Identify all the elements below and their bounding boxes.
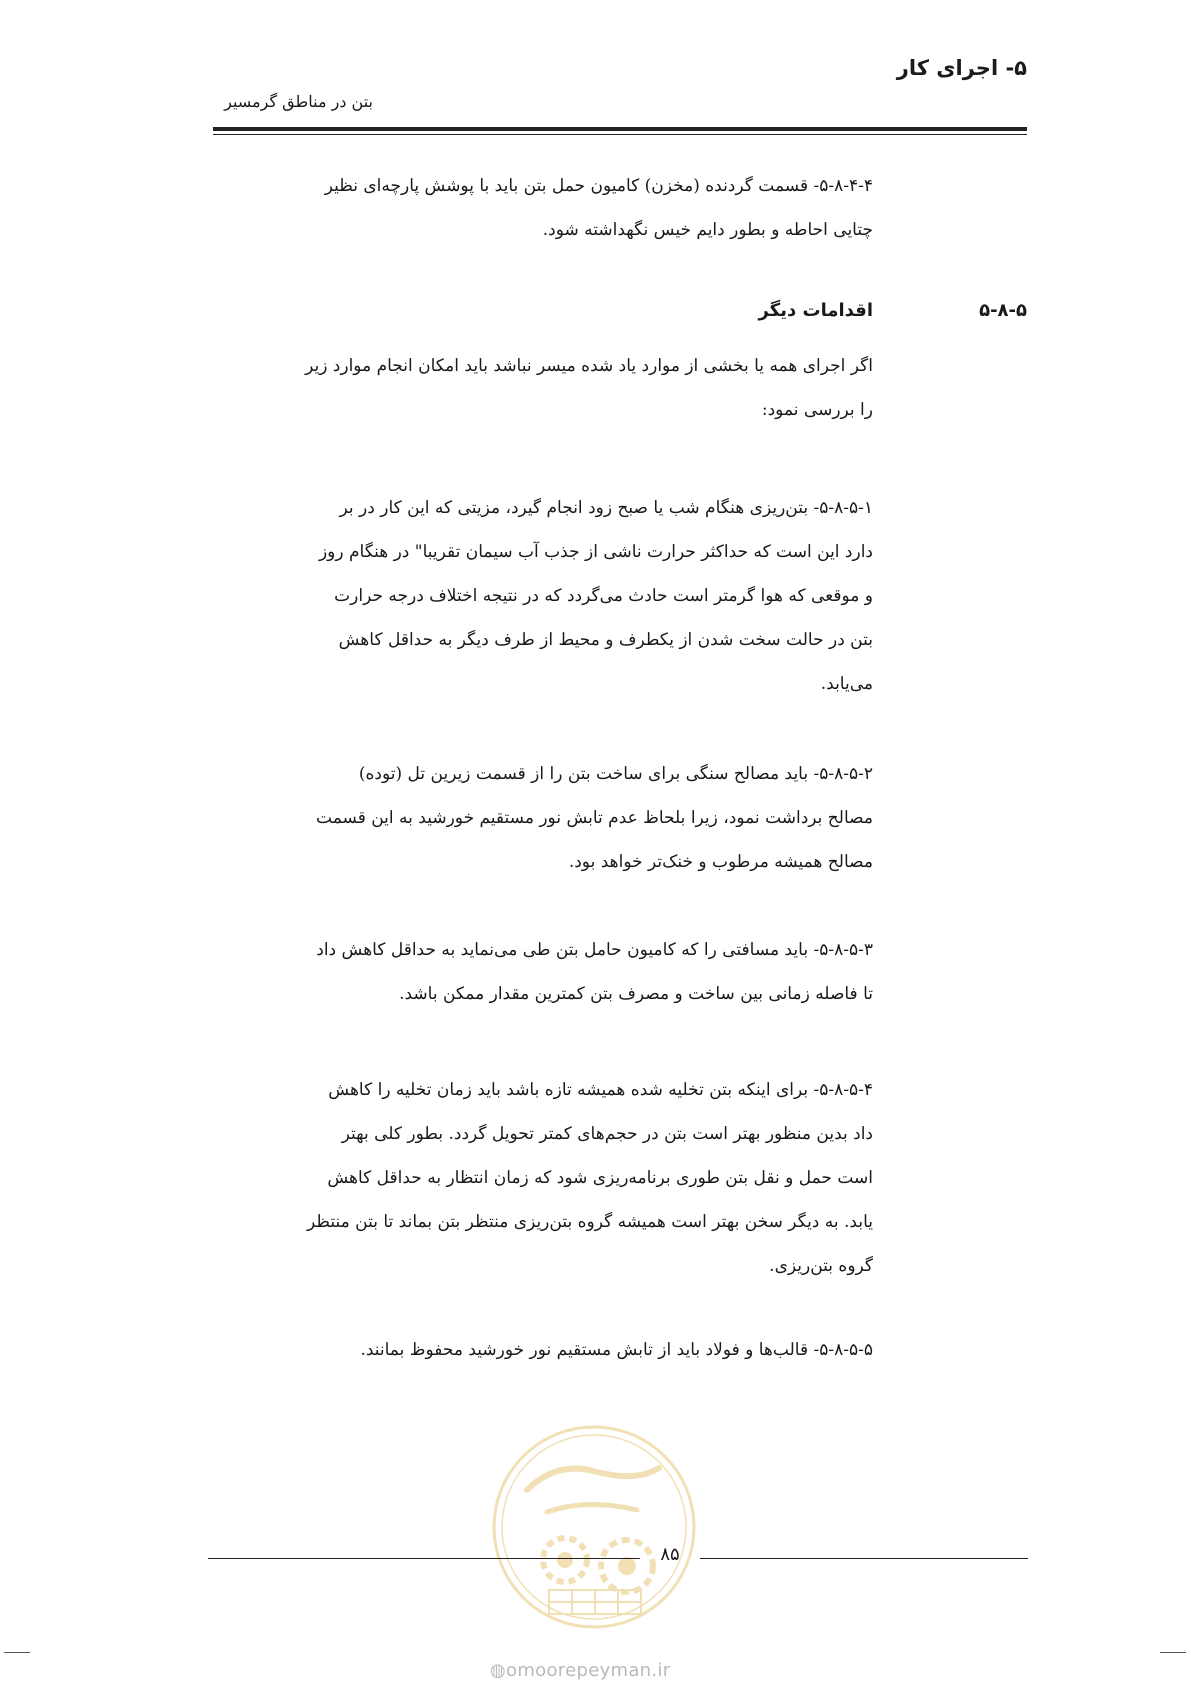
text-line: ۵-۸-۵-۵- قالب‌ها و فولاد باید از تابش مستقیم نور خورشید محفوظ بمانند. — [360, 1340, 873, 1360]
paragraph-5-8-4-4 — [213, 164, 873, 252]
text-line: و موقعی که هوا گرمتر است حادث می‌گردد که در نتیجه اختلاف درجه حرارت — [334, 586, 873, 606]
scan-edge-mark — [4, 1652, 30, 1653]
paragraph-5-8-5-4 — [213, 1068, 873, 1288]
text-line: مصالح برداشت نمود، زیرا بلحاظ عدم تابش نور مستقیم خورشید به این قسمت — [316, 808, 873, 828]
scan-edge-mark — [1160, 1652, 1186, 1653]
text-line: چتایی احاطه و بطور دایم خیس نگهداشته شود. — [542, 220, 873, 240]
watermark-logo-icon — [487, 1420, 702, 1635]
paragraph-intro — [213, 344, 873, 432]
footer-rule — [208, 1558, 640, 1559]
section-title: اقدامات دیگر — [758, 300, 873, 321]
text-line: است حمل و نقل بتن طوری برنامه‌ریزی شود که زمان انتظار به حداقل کاهش — [327, 1168, 873, 1188]
chapter-title: ۵- اجرای کار — [896, 56, 1027, 80]
text-line: ۵-۸-۴-۴- قسمت گردنده (مخزن) کامیون حمل بتن باید با پوشش پارچه‌ای نظیر — [324, 176, 873, 196]
text-line: ۵-۸-۵-۳- باید مسافتی را که کامیون حامل بتن طی می‌نماید به حداقل کاهش داد — [316, 940, 873, 960]
text-line: می‌یابد. — [820, 674, 873, 694]
header-rule — [213, 127, 1027, 131]
section-number: ۵-۸-۵ — [979, 300, 1027, 321]
book-title: بتن در مناطق گرمسیر — [224, 92, 373, 111]
watermark-url-text: omoorepeyman.ir — [506, 1660, 671, 1681]
text-line: را بررسی نمود: — [761, 400, 873, 420]
text-line: دارد این است که حداکثر حرارت ناشی از جذب آب سیمان تقریبا" در هنگام روز — [318, 542, 873, 562]
text-line: مصالح همیشه مرطوب و خنک‌تر خواهد بود. — [568, 852, 873, 872]
page-number: ۸۵ — [660, 1544, 680, 1565]
text-line: ۵-۸-۵-۱- بتن‌ریزی هنگام شب یا صبح زود انجام گیرد، مزیتی که این کار در بر — [339, 498, 873, 518]
paragraph-5-8-5-2 — [213, 752, 873, 884]
text-line: یابد. به دیگر سخن بهتر است همیشه گروه بتن‌ریزی منتظر بتن بماند تا بتن منتظر — [307, 1212, 873, 1232]
paragraph-5-8-5-5 — [213, 1328, 873, 1372]
text-line: بتن در حالت سخت شدن از یکطرف و محیط از طرف دیگر به حداقل کاهش — [338, 630, 873, 650]
watermark-url — [490, 1660, 670, 1681]
text-line: داد بدین منظور بهتر است بتن در حجم‌های کمتر تحویل گردد. بطور کلی بهتر — [341, 1124, 873, 1144]
header-rule-thin — [213, 134, 1027, 135]
text-line: ۵-۸-۵-۲- باید مصالح سنگی برای ساخت بتن را از قسمت زیرین تل (توده) — [358, 764, 873, 784]
text-line: گروه بتن‌ریزی. — [769, 1256, 873, 1276]
paragraph-5-8-5-3 — [213, 928, 873, 1016]
text-line: تا فاصله زمانی بین ساخت و مصرف بتن کمترین مقدار ممکن باشد. — [399, 984, 873, 1004]
footer-rule — [700, 1558, 1028, 1559]
paragraph-5-8-5-1 — [213, 486, 873, 706]
text-line: ۵-۸-۵-۴- برای اینکه بتن تخلیه شده همیشه تازه باشد باید زمان تخلیه را کاهش — [328, 1080, 873, 1100]
section-heading — [27, 300, 1027, 330]
globe-icon: ◍ — [490, 1660, 507, 1681]
text-line: اگر اجرای همه یا بخشی از موارد یاد شده میسر نباشد باید امکان انجام موارد زیر — [305, 356, 873, 376]
